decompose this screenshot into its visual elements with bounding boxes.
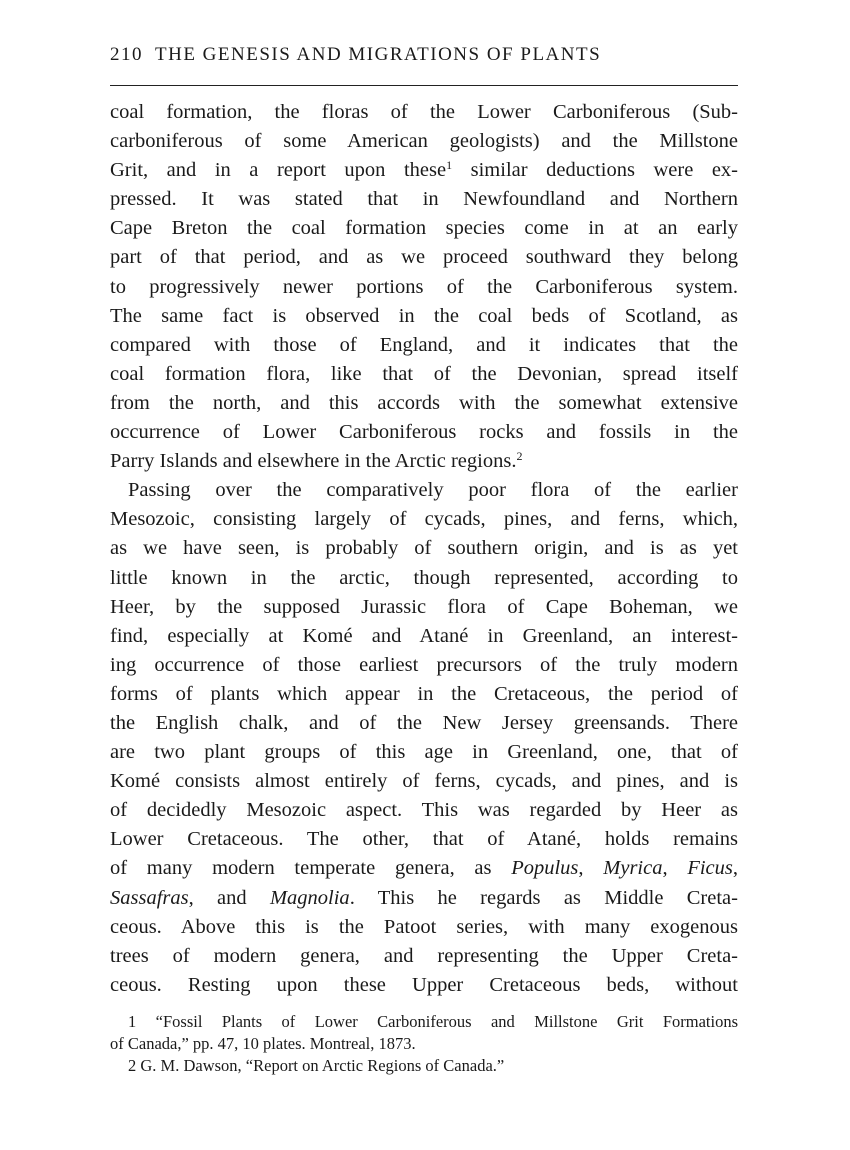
footnotes [110,1011,738,1077]
body-text [110,98,738,1000]
text-line: The same fact is observed in the coal beds of Scotland, as [110,304,738,327]
text-line: Passing over the comparatively poor flora of the earlier [128,479,738,502]
footnote-1-continued: of Canada,” pp. 47, 10 plates. Montreal, 1873. [110,1034,416,1053]
text-line: as we have seen, is probably of southern origin, and is as yet [110,537,738,560]
text-line: carboniferous of some American geologists) and the Millstone [110,130,738,153]
text-line: ceous. Above this is the Patoot series, with many exogenous [110,915,738,938]
text-line: occurrence of Lower Carboniferous rocks and fossils in the [110,421,738,444]
footnote-ref-1: 1 [446,158,453,173]
text-line: Cape Breton the coal formation species come in at an early [110,217,738,240]
footnote-ref-2: 2 [516,449,523,464]
text-line: little known in the arctic, though represented, according to [110,566,738,589]
footnote-marker: 2 [128,1056,137,1075]
running-title: THE GENESIS AND MIGRATIONS OF PLANTS [155,44,602,65]
footnote-marker: 1 [128,1012,137,1031]
genus-name: Populus [511,857,579,880]
text-line: Heer, by the supposed Jurassic flora of Cape Boheman, we [110,595,738,618]
text-line: Parry Islands and elsewhere in the Arctic regions.$^2$ [110,449,523,473]
text-line: Lower Cretaceous. The other, that of Atané, holds remains [110,828,738,851]
genus-name: Sassafras [110,886,189,909]
text-line: Mesozoic, consisting largely of cycads, pines, and ferns, which, [110,508,738,531]
footnote-2: 2 G. M. Dawson, “Report on Arctic Regions of Canada.” [128,1056,505,1075]
page-number: 210 [110,44,143,65]
text-line: Grit, and in a report upon these$^1$ similar deductions were ex- [110,158,739,182]
text-line: trees of modern genera, and representing the Upper Creta- [110,944,738,967]
text-line: to progressively newer portions of the Carboniferous system. [110,275,738,298]
genus-name: Ficus [687,857,733,880]
text-line: are two plant groups of this age in Greenland, one, that of [110,741,738,764]
running-header [110,44,740,66]
text-line: part of that period, and as we proceed southward they belong [110,246,738,269]
text-line: the English chalk, and of the New Jersey greensands. There [110,711,738,734]
text-line: Sassafras, and Magnolia. This he regards as Middle Creta- [110,886,738,909]
text-line: compared with those of England, and it indicates that the [110,333,738,356]
text-line: forms of plants which appear in the Cretaceous, the period of [110,682,738,705]
text-line: of many modern temperate genera, as Populus, Myrica, Ficus, [110,857,739,880]
text-line: ceous. Resting upon these Upper Cretaceous beds, without [110,973,738,996]
text-line: ing occurrence of those earliest precursors of the truly modern [110,653,738,676]
footnote-1: 1 “Fossil Plants of Lower Carboniferous and Millstone Grit Formations [128,1012,738,1031]
text-line: find, especially at Komé and Atané in Greenland, an interest- [110,624,738,647]
text-line: Komé consists almost entirely of ferns, cycads, and pines, and is [110,770,738,793]
header-rule [110,85,738,86]
text-line: of decidedly Mesozoic aspect. This was regarded by Heer as [110,799,738,822]
genus-name: Magnolia [269,886,350,909]
text-line: coal formation, the floras of the Lower Carboniferous (Sub- [110,101,738,123]
text-line: from the north, and this accords with the somewhat extensive [110,391,738,414]
genus-name: Myrica [603,857,663,880]
text-line: coal formation flora, like that of the Devonian, spread itself [110,362,738,385]
text-line: pressed. It was stated that in Newfoundland and Northern [110,188,738,211]
